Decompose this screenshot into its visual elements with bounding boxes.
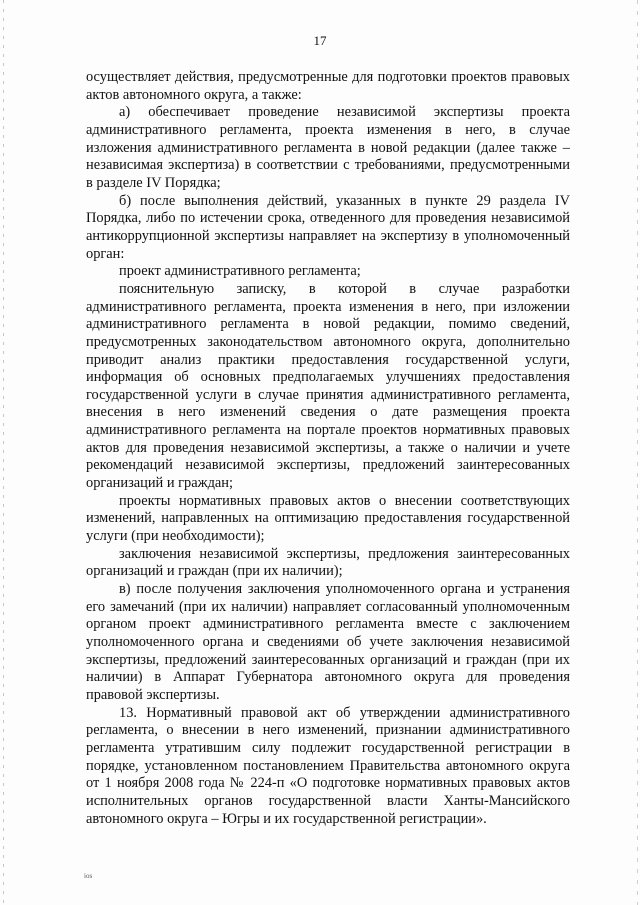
paragraph-item-b: б) после выполнения действий, указанных в пункте 29 раздела IV Порядка, либо по истечении срока, отведенного для проведения независимой антикоррупционной экспертизы направляет на экспертизу в уполномоченный орган: <box>86 192 570 262</box>
page-number: 17 <box>313 33 327 48</box>
paragraph-intro: осуществляет действия, предусмотренные для подготовки проектов правовых актов автономного округа, а также: <box>86 69 570 103</box>
paragraph-draft-acts: проекты нормативных правовых актов о внесении соответствующих изменений, направленных на оптимизацию предоставления государственной услуги (при необходимости); <box>86 492 570 545</box>
document-body <box>86 69 570 828</box>
paragraph-explanatory-note: пояснительную записку, в которой в случае разработки административного регламента, проекта изменения в него, при изложении административного регламента в новой редакции, помимо сведений, предусмотренных законодательством автономного округа, дополнительно приводит анализ практики предоставления государственной услуги, информация об основных предполагаемых улучшениях предоставления государственной услуги в случае принятия административного регламента, внесения в него изменений сведения о дате размещения проекта административного регламента на портале проектов нормативных правовых актов для проведения независимой экспертизы, а также о наличии и учете рекомендаций независимой экспертизы, предложений заинтересованных организаций и граждан; <box>86 280 570 492</box>
paragraph-section-13: 13. Нормативный правовой акт об утверждении административного регламента, о внесении в него изменений, признании административного регламента утратившим силу подлежит государственной регистрации в порядке, установленном постановлением Правительства автономного округа от 1 ноября 2008 года № 224-п «О подготовке нормативных правовых актов исполнительных органов государственной власти Ханты-Мансийского автономного округа – Югры и их государственной регистрации». <box>86 704 570 827</box>
paragraph-item-v: в) после получения заключения уполномоченного органа и устранения его замечаний (при их наличии) направляет согласованный уполномоченным органом проект административного регламента вместе с заключением уполномоченного органа и сведениями об учете заключения независимой экспертизы, предложений заинтересованных организаций и граждан (при их наличии) в Аппарат Губернатора автономного округа для проведения правовой экспертизы. <box>86 581 570 703</box>
scan-edge-left <box>3 0 4 905</box>
paragraph-item-a: а) обеспечивает проведение независимой экспертизы проекта административного регламента, проекта изменения в него, в случае изложения административного регламента в новой редакции (далее также – независимая экспертиза) в соответствии с требованиями, предусмотренными в разделе IV Порядка; <box>86 104 570 191</box>
paragraph-draft-regulation: проект административного регламента; <box>119 263 361 280</box>
paragraph-conclusions: заключения независимой экспертизы, предложения заинтересованных организаций и граждан (при их наличии); <box>86 545 570 580</box>
footer-mark: ios <box>84 872 93 880</box>
scan-edge-right <box>637 0 638 905</box>
